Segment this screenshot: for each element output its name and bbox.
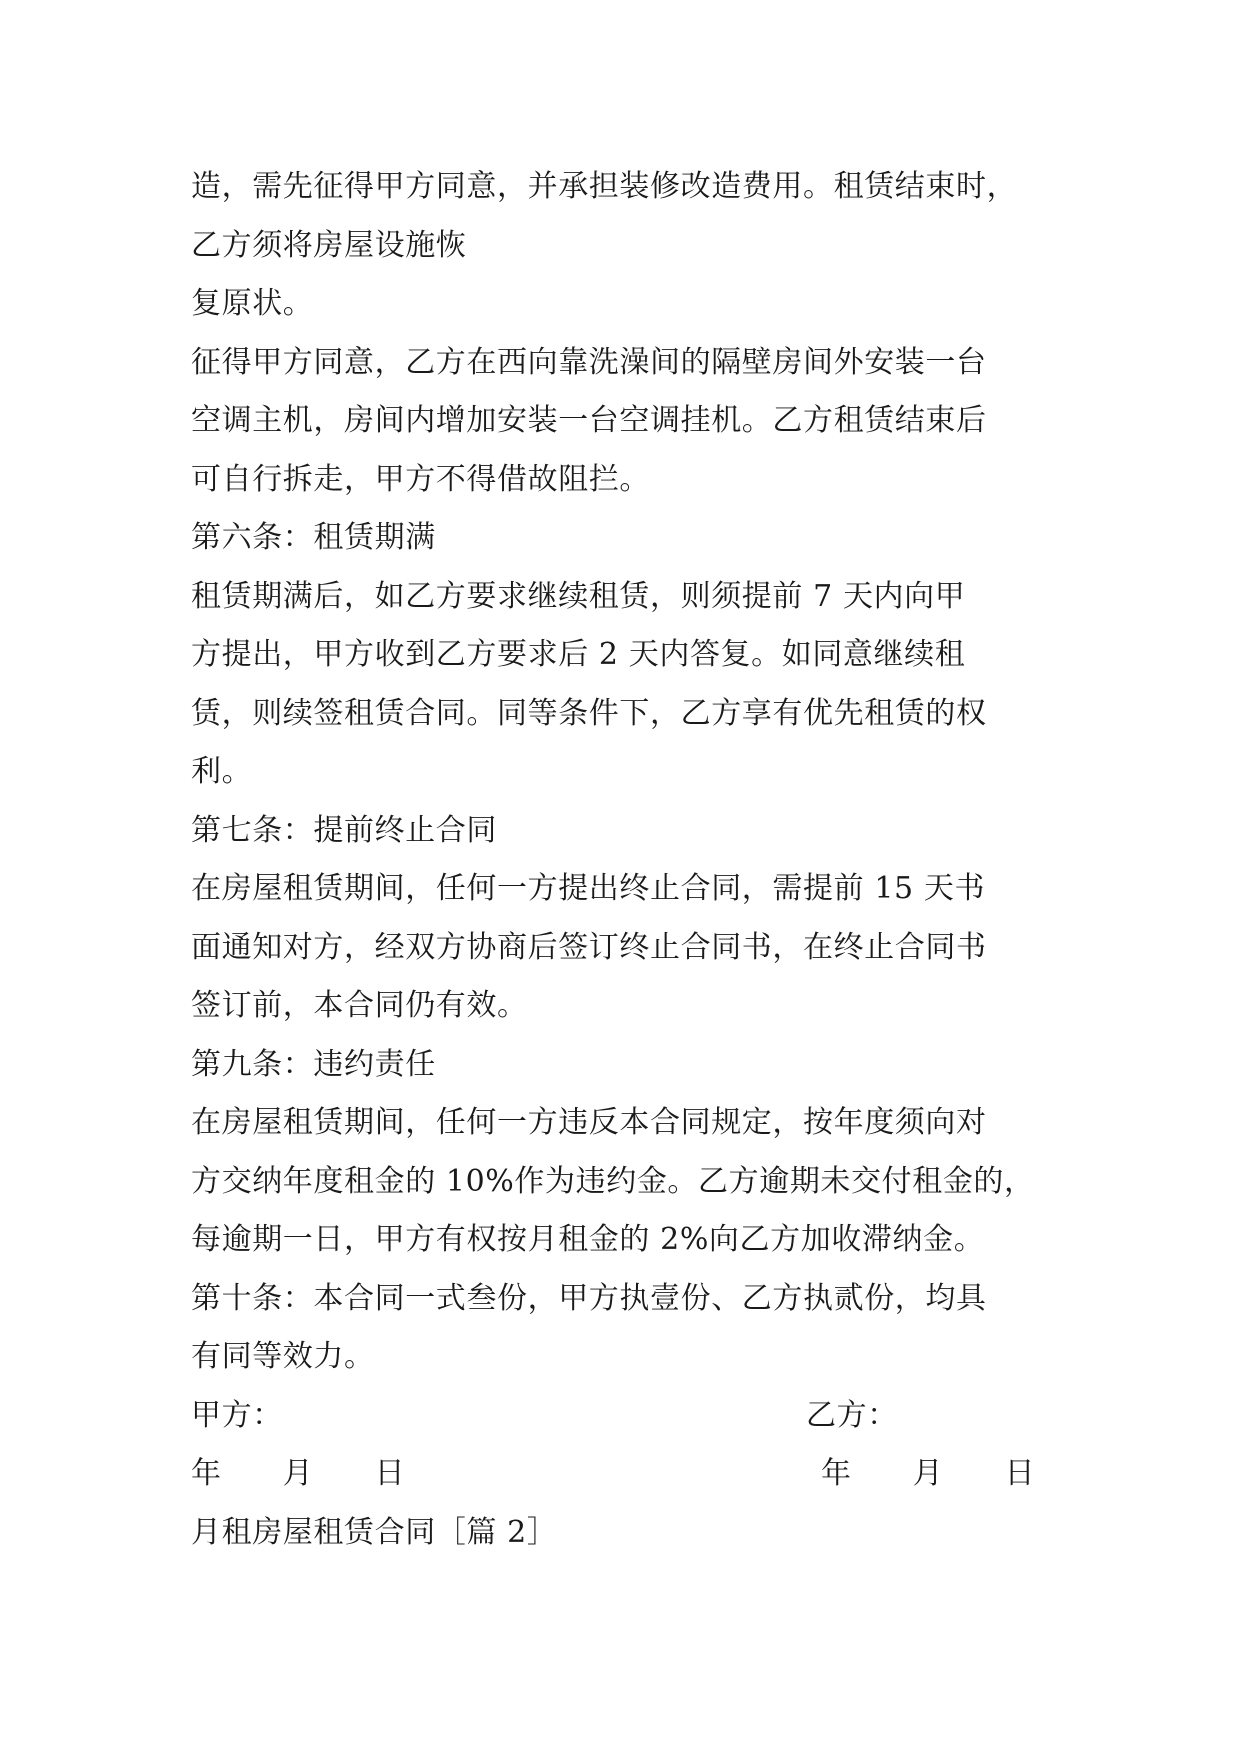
document-body <box>191 158 1071 1562</box>
party-b-label: 乙方： <box>806 1397 898 1433</box>
body-line: 每逾期一日，甲方有权按月租金的 2%向乙方加收滞纳金。 <box>191 1222 985 1257</box>
section-heading-6: 第六条：租赁期满 <box>191 520 436 555</box>
body-line: 征得甲方同意，乙方在西向靠洗澡间的隔壁房间外安装一台 <box>191 344 987 380</box>
section-heading-9: 第九条：违约责任 <box>191 1046 436 1082</box>
party-b-date: 年 月 日 <box>821 1456 1036 1491</box>
body-line: 可自行拆走，甲方不得借故阻拦。 <box>191 461 650 497</box>
signature-row <box>191 1387 1071 1446</box>
body-line: 在房屋租赁期间，任何一方违反本合同规定，按年度须向对 <box>191 1105 987 1140</box>
body-line: 签订前，本合同仍有效。 <box>191 988 528 1023</box>
next-document-title: 月租房屋租赁合同［篇 2］ <box>191 1514 558 1550</box>
party-a-label: 甲方： <box>191 1397 283 1433</box>
section-heading-10: 第十条：本合同一式叁份，甲方执壹份、乙方执贰份，均具 <box>191 1280 987 1316</box>
body-line: 方提出，甲方收到乙方要求后 2 天内答复。如同意继续租 <box>191 637 966 672</box>
body-line: 空调主机，房间内增加安装一台空调挂机。乙方租赁结束后 <box>191 403 987 438</box>
body-line: 在房屋租赁期间，任何一方提出终止合同，需提前 15 天书 <box>191 871 986 906</box>
body-line: 面通知对方，经双方协商后签订终止合同书，在终止合同书 <box>191 929 987 965</box>
party-a-date: 年 月 日 <box>191 1456 406 1491</box>
body-line: 租赁期满后，如乙方要求继续租赁，则须提前 7 天内向甲 <box>191 578 966 614</box>
body-line: 造，需先征得甲方同意，并承担装修改造费用。租赁结束时， <box>191 169 1018 204</box>
body-line: 利。 <box>191 754 253 789</box>
date-row <box>191 1445 1071 1504</box>
section-heading-7: 第七条：提前终止合同 <box>191 812 497 848</box>
body-line: 有同等效力。 <box>191 1339 375 1374</box>
body-line: 乙方须将房屋设施恢 <box>191 227 467 263</box>
body-line: 方交纳年度租金的 10%作为违约金。乙方逾期未交付租金的， <box>191 1163 1035 1199</box>
body-line: 赁，则续签租赁合同。同等条件下，乙方享有优先租赁的权 <box>191 695 987 731</box>
body-line: 复原状。 <box>191 286 314 321</box>
